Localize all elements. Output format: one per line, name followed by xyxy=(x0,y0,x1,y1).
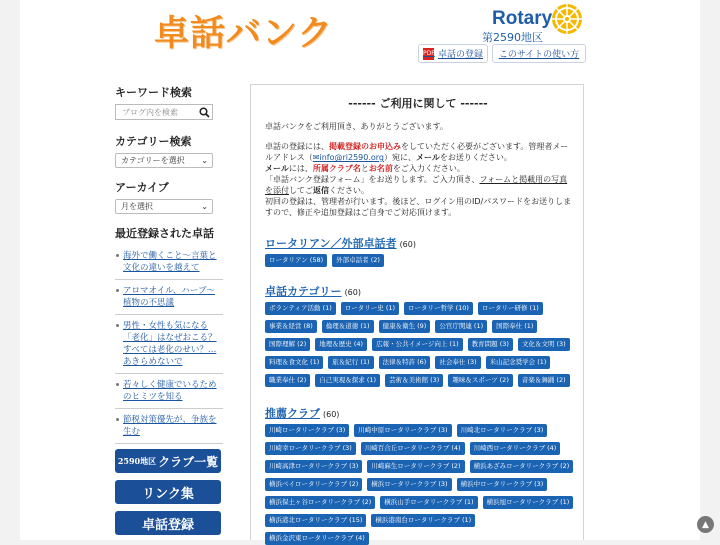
section-label[interactable]: 卓話カテゴリー xyxy=(265,285,342,298)
tag-link[interactable]: 川崎高津ロータリークラブ (3) xyxy=(265,460,362,473)
chevron-down-icon: ⌄ xyxy=(201,156,208,165)
text-highlight: 掲載登録のお申込み xyxy=(329,142,401,151)
text-bold: メール xyxy=(265,164,289,173)
club-list-button[interactable] xyxy=(115,449,221,473)
text-highlight: 所属クラブ名 xyxy=(312,164,361,173)
text-highlight: お名前 xyxy=(368,164,393,173)
text: には、 xyxy=(288,164,313,173)
text-bold: メール xyxy=(416,153,440,162)
sidebar xyxy=(115,84,223,444)
recent-talk-link[interactable]: 男性・女性も気になる「老化」はなぜおこる？すべては老化のせい？…あきらめないで xyxy=(115,315,223,374)
tag-link[interactable]: 芸術＆美術館 (3) xyxy=(385,374,443,387)
text: をお送りください。 xyxy=(439,153,512,162)
text: 卓話の登録には、 xyxy=(265,142,329,151)
search-placeholder: ブログ内を検索 xyxy=(122,107,178,117)
text: をしていただく必要がございます。管理者メールアドレス（ xyxy=(265,142,569,162)
text: ください。 xyxy=(329,186,369,195)
tag-link[interactable]: 国際理解 (2) xyxy=(265,338,310,351)
tag-link[interactable]: ロータリー哲学 (10) xyxy=(404,302,473,315)
section-count: (60) xyxy=(344,288,361,297)
email-address[interactable]: info@ri2590.org xyxy=(319,153,385,162)
category-select[interactable] xyxy=(115,153,213,168)
howto-label: このサイトの使い方 xyxy=(498,50,580,60)
tag-link[interactable]: 川崎西ロータリークラブ (4) xyxy=(470,442,561,455)
chevron-down-icon: ⌄ xyxy=(201,202,208,211)
tag-link[interactable]: 広報・公共イメージ向上 (1) xyxy=(372,338,463,351)
tag-link[interactable]: 川崎麻生ロータリークラブ (2) xyxy=(367,460,464,473)
tag-link[interactable]: 料理＆食文化 (1) xyxy=(265,356,323,369)
section-label[interactable]: ロータリアン／外部卓話者 xyxy=(265,237,397,250)
links-button[interactable] xyxy=(115,480,221,504)
section-label[interactable]: 推薦クラブ xyxy=(265,407,320,420)
tag-link[interactable]: 社会奉仕 (3) xyxy=(435,356,480,369)
tag-link[interactable]: 教育問題 (3) xyxy=(468,338,513,351)
tag-link[interactable]: 外部卓話者 (2) xyxy=(332,254,384,267)
recent-talk-link[interactable]: 若々しく健康でいるためのヒミツを知る xyxy=(115,374,223,409)
links-button-label: リンク集 xyxy=(142,486,194,502)
search-input[interactable] xyxy=(115,104,213,120)
email-link[interactable]: ✉info@ri2590.org xyxy=(312,153,385,162)
tag-list-speakers xyxy=(265,254,581,267)
tag-link[interactable]: 国際奉仕 (1) xyxy=(492,320,537,333)
tag-link[interactable]: 横浜保土ヶ谷ロータリークラブ (2) xyxy=(265,496,375,509)
keyword-search-heading: キーワード検索 xyxy=(115,86,192,99)
tag-link[interactable]: ボランティア活動 (1) xyxy=(265,302,336,315)
recent-talk-link[interactable]: 節税対策優先が、争族を生む xyxy=(115,409,223,444)
tag-link[interactable]: 横浜ベイロータリークラブ (2) xyxy=(265,478,362,491)
recent-talk-link[interactable]: アロマオイル、ハーブ～植物の不思議 xyxy=(115,280,223,315)
category-search-heading: カテゴリー検索 xyxy=(115,135,192,148)
rotary-wordmark: Rotary xyxy=(492,8,553,29)
tag-link[interactable]: 横浜ロータリークラブ (3) xyxy=(367,478,451,491)
register-talk-button[interactable] xyxy=(418,44,488,63)
text: 「卓話バンク登録フォーム」をお送りします。ご入力頂き、 xyxy=(265,175,480,184)
register-talk-label: 卓話の登録 xyxy=(437,50,483,60)
registration-info xyxy=(265,141,575,218)
section-title-clubs[interactable] xyxy=(265,405,339,421)
section-count: (60) xyxy=(323,410,340,419)
text: 初回の登録は、管理者が行います。後ほど、ログイン用のID/パスワードをお送りしますので、修正や追加登録はご自身でご対応頂けます。 xyxy=(265,197,572,217)
tag-link[interactable]: 事業＆経営 (8) xyxy=(265,320,317,333)
category-select-value: カテゴリーを選択 xyxy=(121,156,185,165)
recent-talk-link[interactable]: 海外で働くこと～言葉と文化の違いを越えて xyxy=(115,245,223,280)
tag-link[interactable]: 横浜港北ロータリークラブ (15) xyxy=(265,514,366,527)
text-bold: 返信 xyxy=(313,186,329,195)
recent-talks-heading: 最近登録された卓話 xyxy=(115,227,214,240)
section-title-categories[interactable] xyxy=(265,283,361,299)
site-logo[interactable]: 卓話バンク xyxy=(154,14,334,54)
tag-link[interactable]: 米山記念奨学会 (1) xyxy=(486,356,551,369)
tag-link[interactable]: 公官庁関連 (1) xyxy=(435,320,487,333)
arrow-up-icon: ▲ xyxy=(702,519,709,530)
text: してご xyxy=(289,186,313,195)
register-talk-side-label: 卓話登録 xyxy=(141,517,194,533)
text: をご入力ください。 xyxy=(392,164,465,173)
tag-link[interactable]: 川崎北ロータリークラブ (3) xyxy=(457,424,548,437)
tag-link[interactable]: 横浜山手ロータリークラブ (1) xyxy=(380,496,477,509)
tag-link[interactable]: 倫理＆道徳 (1) xyxy=(322,320,374,333)
rotary-wheel-icon xyxy=(550,2,584,36)
tag-link[interactable]: 文化＆文明 (3) xyxy=(518,338,570,351)
tag-link[interactable]: 地理＆歴史 (4) xyxy=(315,338,367,351)
tag-link[interactable]: 旅＆紀行 (1) xyxy=(328,356,373,369)
register-talk-side-button[interactable] xyxy=(115,511,221,535)
tag-link[interactable]: 川崎幸ロータリークラブ (3) xyxy=(265,442,356,455)
tag-link[interactable]: 横浜港南台ロータリークラブ (1) xyxy=(371,514,475,527)
recent-talks-list xyxy=(115,245,223,444)
archive-select-value: 月を選択 xyxy=(121,202,153,211)
tag-link[interactable]: ロータリー史 (1) xyxy=(341,302,399,315)
main-content xyxy=(250,84,584,540)
back-to-top-button[interactable] xyxy=(697,516,714,533)
tag-link[interactable]: 川崎百合丘ロータリークラブ (4) xyxy=(361,442,465,455)
page-title: ------ ご利用に関して ------ xyxy=(348,97,488,110)
text-underline: フォームと掲載用の写真を添付 xyxy=(265,175,568,195)
intro-text: 卓話バンクをご利用頂き、ありがとうございます。 xyxy=(265,122,448,131)
tag-link[interactable]: 職業奉仕 (2) xyxy=(265,374,310,387)
tag-link[interactable]: 趣味＆スポーツ (2) xyxy=(448,374,513,387)
tag-link[interactable]: 音楽＆舞踊 (2) xyxy=(518,374,570,387)
tag-link[interactable]: 横浜中ロータリークラブ (3) xyxy=(457,478,548,491)
tag-list-categories xyxy=(265,302,581,387)
district-label: 第2590地区 xyxy=(482,31,543,44)
pdf-icon: PDF xyxy=(423,48,434,60)
section-count: (60) xyxy=(399,240,416,249)
howto-button[interactable] xyxy=(492,44,586,63)
tag-list-clubs xyxy=(265,424,581,545)
club-list-button-small: 2590地区 xyxy=(117,455,157,466)
tag-link[interactable]: 健康＆衛生 (9) xyxy=(379,320,431,333)
tag-link[interactable]: 自己実現＆探求 (1) xyxy=(315,374,380,387)
tag-link[interactable]: 横浜旭ロータリークラブ (1) xyxy=(483,496,574,509)
tag-link[interactable]: 川崎ロータリークラブ (3) xyxy=(265,424,349,437)
tag-link[interactable]: 川崎中原ロータリークラブ (3) xyxy=(354,424,451,437)
text: と xyxy=(360,164,369,173)
tag-link[interactable]: 横浜金沢東ロータリークラブ (4) xyxy=(265,532,369,545)
section-title-speakers[interactable] xyxy=(265,235,416,251)
archive-heading: アーカイブ xyxy=(115,181,169,194)
tag-link[interactable]: 横浜あざみロータリークラブ (2) xyxy=(470,460,574,473)
tag-link[interactable]: 法律＆特許 (6) xyxy=(379,356,431,369)
club-list-button-label: クラブ一覧 xyxy=(158,454,219,469)
text: ）宛に、 xyxy=(384,153,417,162)
tag-link[interactable]: ロータリー研修 (1) xyxy=(478,302,543,315)
tag-link[interactable]: ロータリアン (58) xyxy=(265,254,327,267)
search-icon[interactable] xyxy=(199,107,210,118)
archive-select[interactable] xyxy=(115,199,213,214)
